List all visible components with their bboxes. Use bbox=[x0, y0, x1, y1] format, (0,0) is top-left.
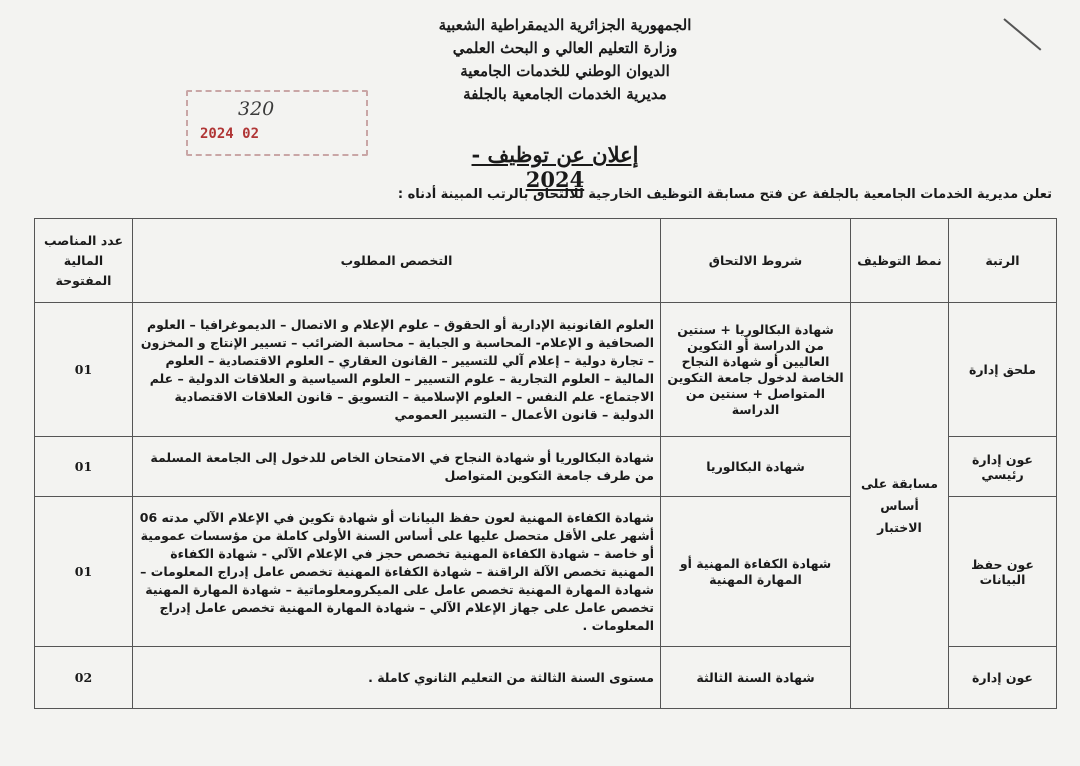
row-specialty: شهادة البكالوريا أو شهادة النجاح في الامتحان الخاص للدخول إلى الجامعة المسلمة من طرف جامعة التكوين المتواصل bbox=[133, 437, 661, 497]
stamp-date: 2024 02 bbox=[200, 126, 260, 142]
letterhead bbox=[400, 14, 730, 106]
registration-stamp bbox=[186, 90, 368, 156]
row-conditions: شهادة البكالوريا bbox=[661, 437, 851, 497]
table-row bbox=[35, 303, 1057, 437]
row-specialty: شهادة الكفاءة المهنية لعون حفظ البيانات أو شهادة تكوين في الإعلام الآلي مدته 06 أشهر على الأقل متحصل عليها على أساس السنة الأولى كاملة من مؤسسات عمومية أو خاصة – شهادة الكفاءة المهنية تخصص حجز في الإعلام الآلي - شهادة الكفاءة المهنية تخصص الآلة الراقنة – شهادة الكفاءة المهنية تخصص عامل إدراج المعلومات – شهادة المهارة المهنية تخصص عامل على الميكرومعلوماتية – شهادة المهارة المهنية تخصص عامل على جهاز الإعلام الآلي – شهادة المهارة المهنية تخصص عامل إدراج المعلومات . bbox=[133, 497, 661, 647]
row-count: 01 bbox=[35, 497, 133, 647]
directorate-name: مديرية الخدمات الجامعية بالجلفة bbox=[463, 85, 667, 103]
row-count: 01 bbox=[35, 437, 133, 497]
intro-text: تعلن مديرية الخدمات الجامعية بالجلفة عن فتح مسابقة التوظيف الخارجية للالتحاق بالرتب المبينة أدناه : bbox=[397, 187, 1052, 202]
announcement-title: إعلان عن توظيف - 2024 bbox=[471, 142, 639, 192]
header-specialty: التخصص المطلوب bbox=[133, 219, 661, 303]
table-header-row bbox=[35, 219, 1057, 303]
ministry-name: وزارة التعليم العالي و البحث العلمي bbox=[452, 39, 678, 57]
row-conditions: شهادة الكفاءة المهنية أو المهارة المهنية bbox=[661, 497, 851, 647]
row-conditions: شهادة البكالوريا + سنتين من الدراسة أو التكوين العاليين أو شهادة النجاح الخاصة لدخول جامعة التكوين المتواصل + سنتين من الدراسة bbox=[661, 303, 851, 437]
header-mode: نمط التوظيف bbox=[851, 219, 949, 303]
row-rank: ملحق إدارة bbox=[949, 303, 1057, 437]
row-count: 02 bbox=[35, 647, 133, 709]
recruitment-mode: مسابقة على أساس الاختبار bbox=[851, 303, 949, 709]
row-rank: عون إدارة bbox=[949, 647, 1057, 709]
row-rank: عون حفظ البيانات bbox=[949, 497, 1057, 647]
positions-table bbox=[34, 218, 1057, 709]
row-rank: عون إدارة رئيسي bbox=[949, 437, 1057, 497]
corner-pen-mark bbox=[1003, 18, 1041, 50]
row-specialty: مستوى السنة الثالثة من التعليم الثانوي كاملة . bbox=[133, 647, 661, 709]
header-conditions: شروط الالتحاق bbox=[661, 219, 851, 303]
header-count: عدد المناصب المالية المفتوحة bbox=[35, 219, 133, 303]
row-conditions: شهادة السنة الثالثة bbox=[661, 647, 851, 709]
header-rank: الرتبة bbox=[949, 219, 1057, 303]
row-specialty: العلوم القانونية الإدارية أو الحقوق – علوم الإعلام و الاتصال – الديموغرافيا – العلوم الصحافية و الإعلام- المحاسبة و الجباية – محاسبة الضرائب – تسيير الإنتاج و المخزون – تجارة دولية – إعلام آلي للتسيير – القانون العقاري – العلوم الاقتصادية – العلوم المالية – العلوم التجارية – علوم التسيير – العلوم السياسية و العلاقات الدولية – علم الاجتماع- علم النفس – العلوم الإسلامية – التسويق – قانون العلاقات الاقتصادية الدولية – قانون الأعمال – التسيير العمومي bbox=[133, 303, 661, 437]
row-count: 01 bbox=[35, 303, 133, 437]
republic-name: الجمهورية الجزائرية الديمقراطية الشعبية bbox=[438, 16, 692, 34]
office-name: الديوان الوطني للخدمات الجامعية bbox=[460, 62, 670, 80]
stamp-number: 320 bbox=[238, 98, 275, 120]
